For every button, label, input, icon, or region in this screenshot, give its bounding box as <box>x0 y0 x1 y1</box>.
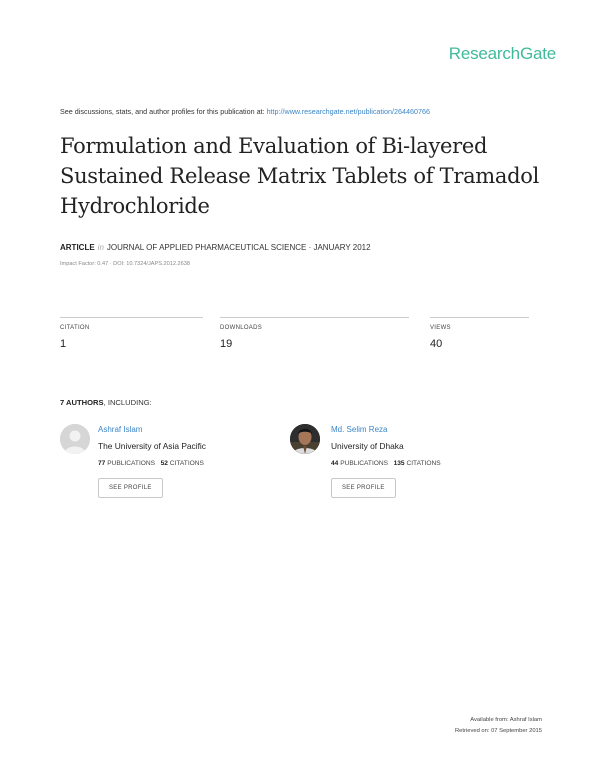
title-line: Sustained Release Matrix Tablets of Tramadol <box>60 164 540 188</box>
views-count: 40 <box>430 338 443 350</box>
publications-label: PUBLICATIONS <box>340 460 389 467</box>
views-label: VIEWS <box>430 325 451 331</box>
in-word: in <box>97 243 104 252</box>
author-institution: University of Dhaka <box>331 441 404 451</box>
see-profile-button[interactable]: SEE PROFILE <box>331 478 396 498</box>
citations-count: 52 <box>160 460 168 467</box>
citations-label: CITATIONS <box>169 460 204 467</box>
authors-heading <box>60 398 152 407</box>
article-meta <box>60 243 371 252</box>
discussion-line <box>60 107 430 116</box>
available-from: Available from: Ashraf Islam <box>470 717 542 723</box>
title-line: Hydrochloride <box>60 194 210 218</box>
publication-title <box>60 131 540 221</box>
see-profile-button[interactable]: SEE PROFILE <box>98 478 163 498</box>
citations-label: CITATIONS <box>406 460 441 467</box>
author-stats <box>98 460 204 467</box>
stat-divider <box>430 317 529 318</box>
stat-divider <box>220 317 409 318</box>
title-line: Formulation and Evaluation of Bi-layered <box>60 134 488 158</box>
downloads-count: 19 <box>220 338 233 350</box>
profile-photo[interactable] <box>290 424 320 454</box>
stat-divider <box>60 317 203 318</box>
default-avatar-icon[interactable] <box>60 424 90 454</box>
publications-label: PUBLICATIONS <box>107 460 156 467</box>
article-type: ARTICLE <box>60 243 95 252</box>
publications-count: 77 <box>98 460 106 467</box>
citation-label: CITATION <box>60 325 90 331</box>
publication-link[interactable]: http://www.researchgate.net/publication/264460766 <box>266 107 430 116</box>
downloads-label: DOWNLOADS <box>220 325 263 331</box>
researchgate-logo[interactable]: ResearchGate <box>448 44 556 63</box>
publications-count: 44 <box>331 460 339 467</box>
discussion-text: See discussions, stats, and author profiles for this publication at: <box>60 107 265 116</box>
impact-factor: Impact Factor: 0.47 · DOI: 10.7324/JAPS.2012.2638 <box>60 261 190 267</box>
authors-suffix: , INCLUDING: <box>103 398 152 407</box>
authors-count: 7 AUTHORS <box>60 398 104 407</box>
citation-count: 1 <box>60 338 67 350</box>
citations-count: 135 <box>393 460 405 467</box>
author-institution: The University of Asia Pacific <box>98 441 206 451</box>
author-stats <box>331 460 441 467</box>
author-name[interactable]: Md. Selim Reza <box>331 425 388 434</box>
retrieved-on: Retrieved on: 07 September 2015 <box>454 728 542 734</box>
author-name[interactable]: Ashraf Islam <box>98 425 143 434</box>
journal-name[interactable]: JOURNAL OF APPLIED PHARMACEUTICAL SCIENCE · JANUARY 2012 <box>106 243 371 252</box>
